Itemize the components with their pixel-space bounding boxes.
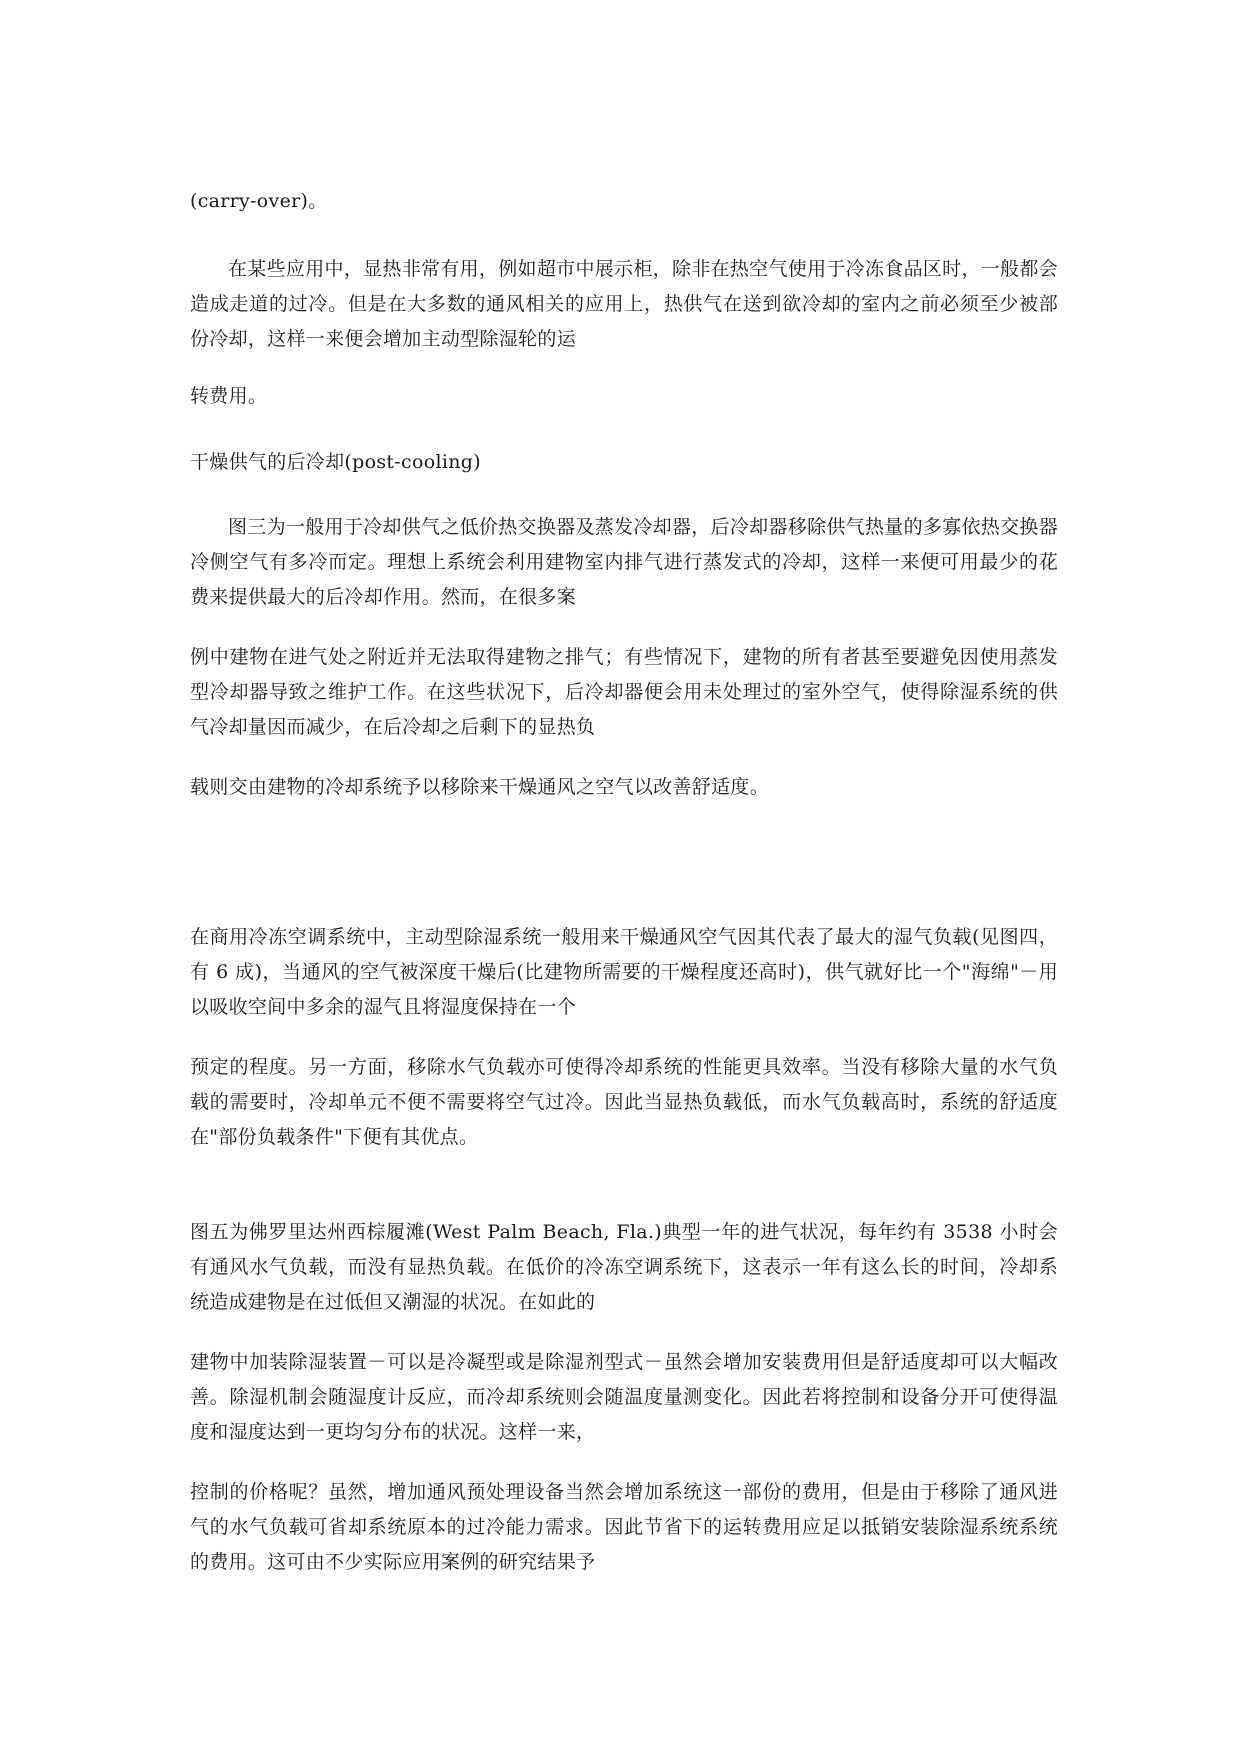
paragraph-predetermined-level: 预定的程度。另一方面，移除水气负载亦可使得冷却系统的性能更具效率。当没有移除大量的水气负载的需要时，冷却单元不便不需要将空气过冷。因此当显热负载低，而水气负载高时，系统的舒适度在"部份负载条件"下便有其优点。 (190, 1056, 1058, 1148)
paragraph-building-exhaust: 例中建物在进气处之附近并无法取得建物之排气；有些情况下，建物的所有者甚至要避免因使用蒸发型冷却器导致之维护工作。在这些状况下，后冷却器便会用未处理过的室外空气，使得除湿系统的供气冷却量因而减少，在后冷却之后剩下的显热负 (190, 646, 1058, 738)
paragraph-sensible-load: 载则交由建物的冷却系统予以移除来干燥通风之空气以改善舒适度。 (190, 776, 770, 798)
paragraph-figure-five: 图五为佛罗里达州西棕履滩(West Palm Beach, Fla.)典型一年的进气状况，每年约有 3538 小时会有通风水气负载，而没有显热负载。在低价的冷冻空调系统下，这表示一年有这么长的时间，冷却系统造成建物是在过低但又潮湿的状况。在如此的 (190, 1221, 1058, 1313)
paragraph-carry-over: (carry-over)。 (190, 190, 328, 212)
paragraph-dehumidifier-install: 建物中加装除湿装置－可以是冷凝型或是除湿剂型式－虽然会增加安装费用但是舒适度却可以大幅改善。除湿机制会随湿度计反应，而冷却系统则会随温度量测变化。因此若将控制和设备分开可使得温度和湿度达到一更均匀分布的状况。这样一来， (190, 1351, 1058, 1443)
paragraph-operating-cost: 转费用。 (190, 385, 268, 407)
paragraph-sensible-heat: 在某些应用中，显热非常有用，例如超市中展示柜，除非在热空气使用于冷冻食品区时，一般都会造成走道的过冷。但是在大多数的通风相关的应用上，热供气在送到欲冷却的室内之前必须至少被部份冷却，这样一来便会增加主动型除湿轮的运 (190, 258, 1058, 350)
section-heading-post-cooling: 干燥供气的后冷却(post-cooling) (190, 451, 481, 473)
paragraph-figure-three: 图三为一般用于冷却供气之低价热交换器及蒸发冷却器，后冷却器移除供气热量的多寡依热交换器冷侧空气有多冷而定。理想上系统会利用建物室内排气进行蒸发式的冷却，这样一来便可用最少的花费来提供最大的后冷却作用。然而，在很多案 (190, 516, 1058, 608)
paragraph-control-cost: 控制的价格呢？虽然，增加通风预处理设备当然会增加系统这一部份的费用，但是由于移除了通风进气的水气负载可省却系统原本的过冷能力需求。因此节省下的运转费用应足以抵销安装除湿系统系统的费用。这可由不少实际应用案例的研究结果予 (190, 1481, 1058, 1573)
paragraph-commercial-hvac: 在商用冷冻空调系统中，主动型除湿系统一般用来干燥通风空气因其代表了最大的湿气负载(见图四，有 6 成)，当通风的空气被深度干燥后(比建物所需要的干燥程度还高时)，供气就好比一个"海绵"－用以吸收空间中多余的湿气且将湿度保持在一个 (190, 926, 1058, 1018)
